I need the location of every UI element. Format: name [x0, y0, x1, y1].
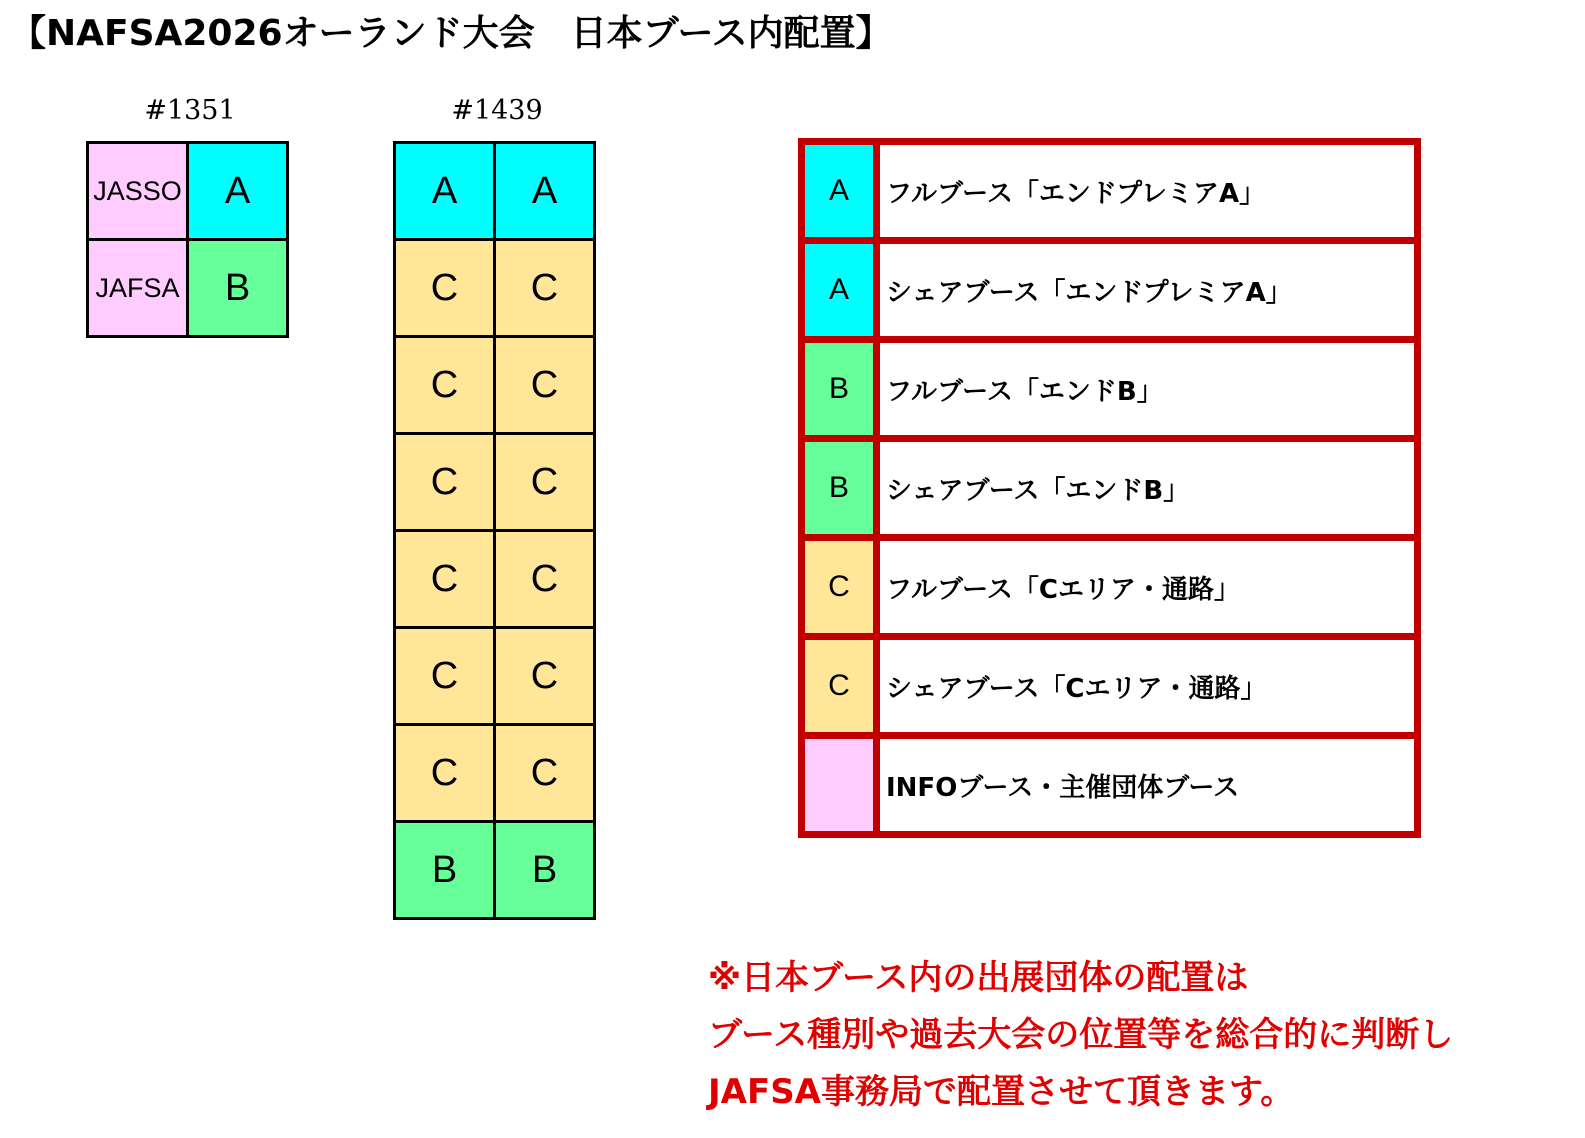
booth1351-cell-a: A [188, 143, 288, 240]
legend-description: INFOブース・主催団体ブース [877, 736, 1418, 835]
booth-1439-label: #1439 [451, 95, 543, 126]
legend-swatch-b: B [802, 439, 877, 538]
booth1439-cell-c: C [395, 434, 495, 531]
legend-swatch-a: A [802, 142, 877, 241]
booth1439-cell-c: C [395, 531, 495, 628]
booth1439-cell-c: C [395, 337, 495, 434]
booth1439-row [395, 434, 595, 531]
booth1439-row [395, 531, 595, 628]
note-line: JAFSA事務局で配置させて頂きます。 [708, 1072, 1295, 1112]
booth1351-row [88, 240, 288, 337]
legend-description: シェアブース「エンドB」 [877, 439, 1418, 538]
booth1439-cell-c: C [495, 337, 595, 434]
booth1439-row [395, 143, 595, 240]
page-title: 【NAFSA2026オーランド大会 日本ブース内配置】 [10, 13, 892, 54]
legend-description: フルブース「エンドプレミアA」 [877, 142, 1418, 241]
note-line: ブース種別や過去大会の位置等を総合的に判断し [708, 1015, 1454, 1055]
legend-row [802, 439, 1418, 538]
placement-note [708, 950, 1453, 1121]
legend-description: シェアブース「エンドプレミアA」 [877, 241, 1418, 340]
legend-swatch-c: C [802, 538, 877, 637]
legend-swatch-c: C [802, 637, 877, 736]
booth1351-cell-info: JASSO [88, 143, 188, 240]
legend-description: シェアブース「Cエリア・通路」 [877, 637, 1418, 736]
booth1439-cell-c: C [395, 240, 495, 337]
legend-row [802, 538, 1418, 637]
legend-row [802, 241, 1418, 340]
booth1439-cell-c: C [495, 628, 595, 725]
legend-row [802, 637, 1418, 736]
booth1439-cell-c: C [395, 725, 495, 822]
legend-description: フルブース「エンドB」 [877, 340, 1418, 439]
legend-swatch-info [802, 736, 877, 835]
booth1439-row [395, 337, 595, 434]
booth1439-cell-c: C [395, 628, 495, 725]
booth1439-row [395, 240, 595, 337]
legend-row [802, 142, 1418, 241]
booth-1351-label: #1351 [144, 95, 236, 126]
booth1439-row [395, 822, 595, 919]
booth-1351-layout [86, 141, 289, 338]
booth1439-cell-b: B [495, 822, 595, 919]
booth1439-cell-b: B [395, 822, 495, 919]
booth1439-cell-c: C [495, 240, 595, 337]
legend-swatch-b: B [802, 340, 877, 439]
legend-row [802, 340, 1418, 439]
note-line: ※日本ブース内の出展団体の配置は [708, 958, 1249, 998]
booth1351-cell-info: JAFSA [88, 240, 188, 337]
booth1439-cell-a: A [495, 143, 595, 240]
booth1439-cell-a: A [395, 143, 495, 240]
booth1351-row [88, 143, 288, 240]
booth1439-cell-c: C [495, 531, 595, 628]
legend-description: フルブース「Cエリア・通路」 [877, 538, 1418, 637]
booth-1439-layout [393, 141, 596, 920]
legend-table [798, 138, 1421, 838]
booth1439-cell-c: C [495, 725, 595, 822]
booth1439-row [395, 628, 595, 725]
legend-row [802, 736, 1418, 835]
booth1439-cell-c: C [495, 434, 595, 531]
booth1351-cell-b: B [188, 240, 288, 337]
legend-swatch-a: A [802, 241, 877, 340]
booth1439-row [395, 725, 595, 822]
